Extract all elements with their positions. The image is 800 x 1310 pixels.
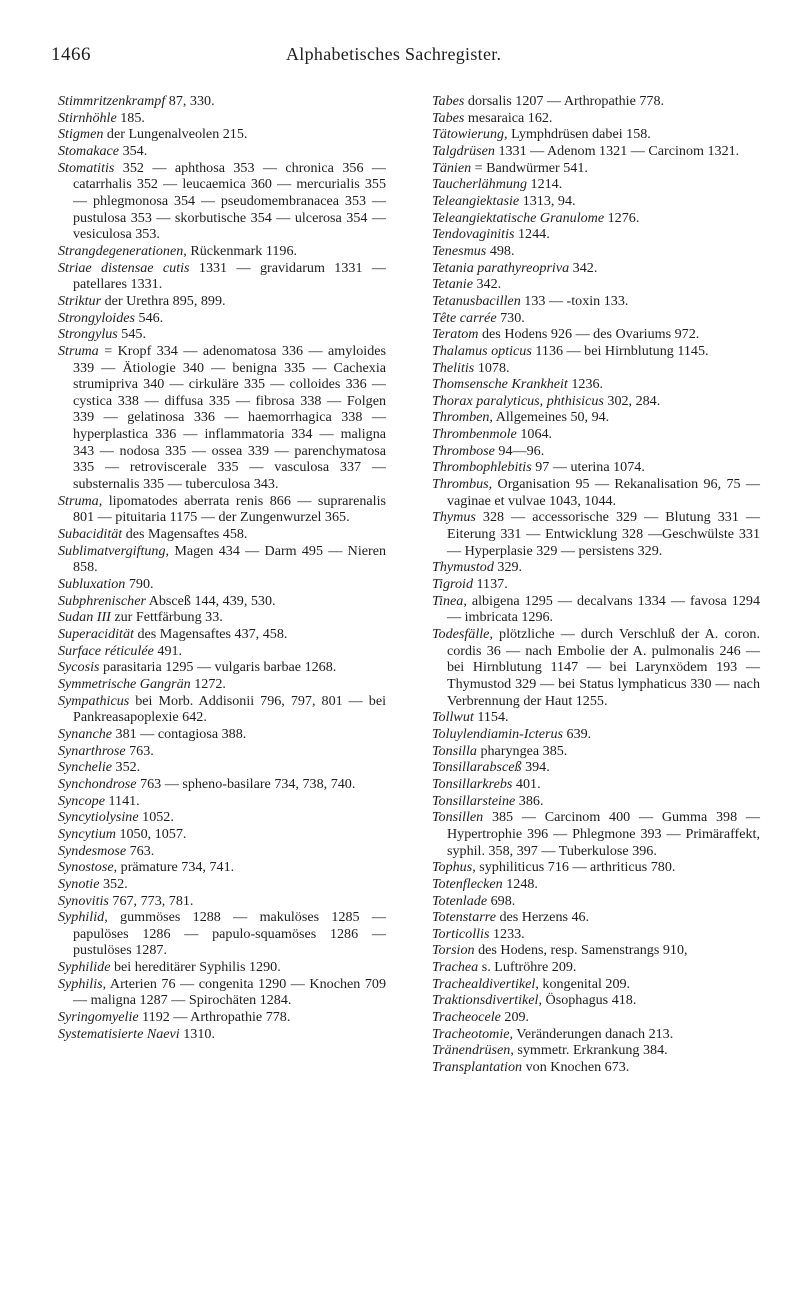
index-references: 342. <box>569 259 598 276</box>
index-term: Synostose <box>58 859 114 876</box>
index-entry <box>58 609 386 626</box>
index-references: 1050, 1057. <box>115 825 187 842</box>
index-references: bei Morb. Addisonii 796, 797, 801 — bei Pankreasapoplexie 642. <box>73 692 386 726</box>
index-entry <box>58 310 386 327</box>
index-references: mesaraica 162. <box>464 109 553 126</box>
index-entry <box>432 326 760 343</box>
index-references: 1272. <box>190 675 226 692</box>
index-term: Trachea <box>432 959 479 976</box>
index-references: der Lungenalveolen 215. <box>103 126 248 143</box>
index-term: Traktionsdivertikel <box>432 992 539 1009</box>
index-entry <box>58 643 386 660</box>
index-entry <box>58 843 386 860</box>
index-entry <box>58 260 386 293</box>
index-entry <box>432 393 760 410</box>
index-references: zur Fettfärbung 33. <box>110 609 223 626</box>
index-references: 1310. <box>179 1025 215 1042</box>
index-references: 730. <box>496 309 525 326</box>
index-entry <box>58 326 386 343</box>
index-term: Totenflecken <box>432 875 503 892</box>
index-term: Stigmen <box>58 126 104 143</box>
index-references: 639. <box>563 725 592 742</box>
index-term: Thrombenmole <box>432 426 517 443</box>
index-references: des Herzens 46. <box>495 909 590 926</box>
index-entry <box>432 276 760 293</box>
index-entry <box>432 443 760 460</box>
index-references: , Ösophagus 418. <box>538 992 637 1009</box>
index-entry <box>432 793 760 810</box>
index-entry <box>58 693 386 726</box>
index-term: Tracheotomie <box>432 1025 510 1042</box>
index-term: Thelitis <box>432 359 475 376</box>
index-references: 381 — contagiosa 388. <box>112 725 247 742</box>
index-term: Tonsillarkrebs <box>432 775 513 792</box>
index-references: , Arterien 76 — congenita 1290 — Knochen 709 — maligna 1287 — Spirochäten 1284. <box>73 975 386 1009</box>
index-term: Striae distensae cutis <box>58 259 190 276</box>
index-term: Torticollis <box>432 925 490 942</box>
index-entry <box>432 942 760 959</box>
index-entry <box>432 859 760 876</box>
index-references: bei hereditärer Syphilis 1290. <box>110 959 281 976</box>
index-entry <box>58 526 386 543</box>
index-term: Thrombus <box>432 476 489 493</box>
index-entry <box>432 409 760 426</box>
index-entry <box>432 160 760 177</box>
index-entry <box>432 193 760 210</box>
index-references: 1064. <box>516 426 553 443</box>
index-term: Synovitis <box>58 892 109 909</box>
index-entry <box>58 826 386 843</box>
index-entry <box>58 1026 386 1043</box>
index-term: Struma <box>58 492 99 509</box>
index-entry <box>432 176 760 193</box>
index-references: 133 — -toxin 133. <box>520 292 629 309</box>
index-entry <box>432 126 760 143</box>
index-term: Syringomyelie <box>58 1009 139 1026</box>
index-references: 1233. <box>489 925 525 942</box>
index-references: = Bandwürmer 541. <box>471 159 588 176</box>
index-references: , symmetr. Erkrankung 384. <box>510 1042 668 1059</box>
index-references: 385 — Carcinom 400 — Gumma 398 — Hypertrophie 396 — Phlegmone 393 — Primäraffekt, syphil. 358, 397 — Tuberkulose 396. <box>447 809 760 859</box>
index-term: Synotie <box>58 875 100 892</box>
index-references: , Organisation 95 — Rekanalisation 96, 75 — vaginae et vulvae 1043, 1044. <box>447 476 760 509</box>
index-term: Subluxation <box>58 576 126 593</box>
index-entry <box>58 659 386 676</box>
index-entry <box>432 509 760 559</box>
index-term: Sudan III <box>58 609 111 626</box>
index-references: 329. <box>493 559 523 576</box>
index-entry <box>432 143 760 160</box>
index-entry <box>432 426 760 443</box>
index-entry <box>58 759 386 776</box>
index-references: , Rückenmark 1196. <box>183 242 298 259</box>
index-references: 1137. <box>473 576 508 593</box>
index-entry <box>432 1009 760 1026</box>
index-entry <box>58 676 386 693</box>
index-term: Thomsensche Krankheit <box>432 376 568 393</box>
index-references: , Magen 434 — Darm 495 — Nieren 858. <box>73 542 386 576</box>
index-references: , prämature 734, 741. <box>113 859 235 876</box>
index-term: Tenesmus <box>432 242 487 259</box>
index-references: 1154. <box>473 709 509 726</box>
index-references: 545. <box>117 326 146 343</box>
index-references: 763 — spheno-basilare 734, 738, 740. <box>136 775 356 792</box>
index-references: , Lymphdrüsen dabei 158. <box>504 126 651 143</box>
index-references: 763. <box>125 742 154 759</box>
index-references: von Knochen 673. <box>522 1059 630 1076</box>
index-term: Tränendrüsen <box>432 1042 511 1059</box>
running-title: Alphabetisches Sachregister. <box>286 44 502 64</box>
index-term: Strongyloides <box>58 309 135 326</box>
index-term: Symmetrische Gangrän <box>58 675 191 692</box>
index-entry <box>58 976 386 1009</box>
index-term: Tabes <box>432 93 465 109</box>
index-references: 394. <box>521 759 550 776</box>
index-entry <box>432 926 760 943</box>
index-term: Strongylus <box>58 326 118 343</box>
index-entry <box>58 593 386 610</box>
index-term: Tigroid <box>432 576 473 593</box>
index-term: Transplantation <box>432 1059 523 1076</box>
index-term: Todesfälle <box>432 626 490 642</box>
index-term: Tänien <box>432 159 472 176</box>
index-term: Surface réticulée <box>58 642 154 659</box>
index-entry <box>432 726 760 743</box>
index-references: = Kropf 334 — adenomatosa 336 — amyloides 339 — Ätiologie 340 — benigna 335 — Cachexia strumipriva 340 — cirkuläre 335 — colloides 336 — cystica 338 — diffusa 335 — fibrosa 338 — Folgen 339 — gelatinosa 336 — haemorrhagica 338 — hyperplastica 336 — inflammatoria 334 — maligna 343 — nodosa 335 — ossea 339 — parenchymatosa 335 — retroviscerale 335 — vasculosa 337 — substernalis 335 — tuberculosa 343. <box>73 342 386 493</box>
index-entry <box>432 976 760 993</box>
index-references: des Hodens, resp. Samenstrangs 910, <box>474 942 688 959</box>
index-entry <box>58 543 386 576</box>
index-entry <box>58 143 386 160</box>
index-references: dorsalis 1207 — Arthropathie 778. <box>464 93 665 109</box>
index-entry <box>432 776 760 793</box>
index-references: 1244. <box>514 226 550 243</box>
index-term: Teratom <box>432 326 479 343</box>
index-term: Thymus <box>432 509 476 526</box>
index-term: Subacidität <box>58 526 123 543</box>
index-term: Thrombose <box>432 442 495 459</box>
index-references: des Hodens 926 — des Ovariums 972. <box>478 326 700 343</box>
index-entry <box>432 626 760 709</box>
index-term: Tabes <box>432 109 465 126</box>
index-references: 767, 773, 781. <box>108 892 194 909</box>
index-entry <box>58 243 386 260</box>
index-term: Trachealdivertikel <box>432 975 536 992</box>
index-entry <box>432 476 760 509</box>
index-entry <box>432 210 760 227</box>
index-references: , Allgemeines 50, 94. <box>489 409 610 426</box>
index-references: 1192 — Arthropathie 778. <box>138 1009 291 1026</box>
index-term: Tracheocele <box>432 1009 501 1026</box>
index-references: , kongenital 209. <box>535 975 631 992</box>
index-references: 1331 — gravidarum 1331 — patellares 1331. <box>73 259 386 293</box>
index-references: 352. <box>99 875 128 892</box>
index-entry <box>432 876 760 893</box>
index-entry <box>432 110 760 127</box>
index-entry <box>58 959 386 976</box>
index-entry <box>432 1026 760 1043</box>
index-entry <box>58 809 386 826</box>
index-references: , albigena 1295 — decalvans 1334 — favosa 1294 — imbricata 1296. <box>447 592 760 626</box>
index-references: des Magensaftes 437, 458. <box>133 626 288 642</box>
index-references: , plötzliche — durch Verschluß der A. coron. cordis 36 — nach Embolie der A. pulmonalis 246 — bei Hirnblutung 1147 — bei Larynxödem 193 — Thymustod 329 — bei Status lymphaticus 330 — nach Verbrennung der Haut 1255. <box>447 626 760 709</box>
index-references: der Urethra 895, 899. <box>101 292 226 309</box>
index-entry <box>58 343 386 493</box>
index-references: 302, 284. <box>603 392 661 409</box>
index-entry <box>432 226 760 243</box>
index-entry <box>58 893 386 910</box>
index-term: Thrombophlebitis <box>432 459 532 476</box>
index-term: Synchondrose <box>58 775 137 792</box>
index-references: , gummöses 1288 — makulöses 1285 — papulöses 1286 — papulo-squamöses 1286 — pustulöses 1287. <box>73 909 386 959</box>
index-term: Stomakace <box>58 142 120 159</box>
index-entry <box>432 260 760 277</box>
index-term: Synarthrose <box>58 742 126 759</box>
index-references: 209. <box>500 1009 530 1026</box>
index-references: 342. <box>472 276 502 293</box>
index-entry <box>432 360 760 377</box>
index-references: Absceß 144, 439, 530. <box>145 592 276 609</box>
index-entry <box>432 293 760 310</box>
index-entry <box>432 310 760 327</box>
index-term: Torsion <box>432 942 475 959</box>
index-term: Syphilid <box>58 909 105 926</box>
index-term: Teleangiektasie <box>432 192 520 209</box>
index-term: Subphrenischer <box>58 592 146 609</box>
index-term: Tonsillarabsceß <box>432 759 522 776</box>
index-term: Thymustod <box>432 559 494 576</box>
index-term: Talgdrüsen <box>432 142 495 159</box>
index-entry <box>58 1009 386 1026</box>
index-term: Stimmritzenkrampf <box>58 93 166 109</box>
index-references: 1313, 94. <box>519 192 576 209</box>
index-term: Synanche <box>58 725 113 742</box>
index-term: Tête carrée <box>432 309 497 326</box>
index-references: 1236. <box>567 376 604 393</box>
index-term: Syncope <box>58 792 105 809</box>
index-entry <box>58 776 386 793</box>
index-entry <box>432 459 760 476</box>
index-references: 354. <box>119 142 148 159</box>
index-entry <box>432 93 760 110</box>
index-references: 185. <box>116 109 145 126</box>
index-term: Syncytiolysine <box>58 809 139 826</box>
index-references: 401. <box>512 775 541 792</box>
index-term: Syphilide <box>58 959 111 976</box>
index-entry <box>432 1059 760 1076</box>
index-column-left <box>58 93 386 1042</box>
index-term: Tonsillarsteine <box>432 792 516 809</box>
index-term: Thorax paralyticus, phthisicus <box>432 392 604 409</box>
index-term: Thromben <box>432 409 490 426</box>
index-references: 386. <box>515 792 544 809</box>
index-term: Syphilis <box>58 975 103 992</box>
index-term: Systematisierte Naevi <box>58 1025 180 1042</box>
index-term: Syncytium <box>58 825 116 842</box>
index-references: 94—96. <box>494 442 545 459</box>
index-entry <box>58 126 386 143</box>
index-term: Stomatitis <box>58 159 115 176</box>
index-term: Tätowierung <box>432 126 505 143</box>
index-term: Toluylendiamin-Icterus <box>432 725 564 742</box>
index-column-right <box>432 93 760 1076</box>
index-term: Totenlade <box>432 892 488 909</box>
index-references: 328 — accessorische 329 — Blutung 331 — Eiterung 331 — Entwicklung 328 —Geschwülste 331 — Hyperplasie 329 — persistens 329. <box>447 509 760 559</box>
index-references: 1214. <box>527 176 563 193</box>
index-entry <box>58 493 386 526</box>
index-term: Sympathicus <box>58 692 130 709</box>
index-term: Taucherlähmung <box>432 176 528 193</box>
index-references: 1248. <box>502 875 538 892</box>
index-references: des Magensaftes 458. <box>122 526 248 543</box>
index-references: 87, 330. <box>165 93 215 109</box>
index-references: 546. <box>135 309 164 326</box>
index-term: Tollwut <box>432 709 474 726</box>
index-references: 790. <box>125 576 154 593</box>
page-number: 1466 <box>51 44 91 65</box>
index-term: Thalamus opticus <box>432 342 532 359</box>
index-references: 1136 — bei Hirnblutung 1145. <box>531 342 709 359</box>
index-entry <box>58 909 386 959</box>
index-references: 498. <box>486 242 515 259</box>
index-term: Sycosis <box>58 659 100 676</box>
index-term: Tendovaginitis <box>432 226 515 243</box>
index-entry <box>432 559 760 576</box>
index-references: 1331 — Adenom 1321 — Carcinom 1321. <box>494 142 740 159</box>
index-term: Tetanusbacillen <box>432 292 521 309</box>
index-term: Teleangiektatische Granulome <box>432 209 605 226</box>
index-term: Striktur <box>58 292 102 309</box>
index-entry <box>58 293 386 310</box>
index-entry <box>432 743 760 760</box>
index-entry <box>432 343 760 360</box>
index-references: 491. <box>153 642 183 659</box>
index-term: Sublimatvergiftung <box>58 542 166 559</box>
index-references: parasitaria 1295 — vulgaris barbae 1268. <box>99 659 337 676</box>
index-term: Tinea <box>432 592 464 609</box>
index-references: 352 — aphthosa 353 — chronica 356 — catarrhalis 352 — leucaemica 360 — mercurialis 355 — phlegmonosa 354 — pseudomembranacea 353 — pustulosa 353 — skorbutische 354 — ulcerosa 354 — vesiculosa 353. <box>73 159 386 243</box>
index-term: Tonsillen <box>432 809 484 826</box>
index-entry <box>432 909 760 926</box>
index-entry <box>432 1042 760 1059</box>
index-entry <box>58 626 386 643</box>
index-entry <box>58 160 386 243</box>
index-references: 97 — uterina 1074. <box>531 459 645 476</box>
index-term: Totenstarre <box>432 909 496 926</box>
index-references: , Veränderungen danach 213. <box>509 1025 674 1042</box>
index-references: s. Luftröhre 209. <box>478 959 577 976</box>
index-entry <box>58 576 386 593</box>
index-references: , syphiliticus 716 — arthriticus 780. <box>472 859 676 876</box>
index-references: 763. <box>126 842 155 859</box>
index-entry <box>432 709 760 726</box>
index-references: 1276. <box>604 209 640 226</box>
index-term: Strangdegenerationen <box>58 242 184 259</box>
index-references: 1078. <box>474 359 510 376</box>
index-term: Syndesmose <box>58 842 127 859</box>
index-term: Stirnhöhle <box>58 109 117 126</box>
index-term: Superacidität <box>58 626 134 642</box>
index-entry <box>432 593 760 626</box>
index-references: pharyngea 385. <box>476 742 568 759</box>
index-entry <box>432 992 760 1009</box>
index-entry <box>58 93 386 110</box>
index-term: Struma <box>58 342 99 359</box>
index-entry <box>58 726 386 743</box>
index-entry <box>432 893 760 910</box>
index-entry <box>58 859 386 876</box>
index-entry <box>58 793 386 810</box>
index-entry <box>58 110 386 127</box>
index-entry <box>432 243 760 260</box>
index-entry <box>432 959 760 976</box>
index-entry <box>58 743 386 760</box>
index-references: 1052. <box>138 809 174 826</box>
index-entry <box>432 759 760 776</box>
index-references: 698. <box>487 892 516 909</box>
index-references: 352. <box>112 759 141 776</box>
index-term: Tetanie <box>432 276 473 293</box>
index-entry <box>432 376 760 393</box>
index-references: 1141. <box>104 792 140 809</box>
index-entry <box>58 876 386 893</box>
page-header <box>51 44 760 72</box>
index-term: Tetania parathyreopriva <box>432 259 570 276</box>
index-term: Synchelie <box>58 759 112 776</box>
index-entry <box>432 809 760 859</box>
index-term: Tophus <box>432 859 473 876</box>
index-entry <box>432 576 760 593</box>
index-references: , lipomatodes aberrata renis 866 — suprarenalis 801 — pituitaria 1175 — der Zungenwurzel 365. <box>73 492 386 526</box>
index-term: Tonsilla <box>432 742 477 759</box>
